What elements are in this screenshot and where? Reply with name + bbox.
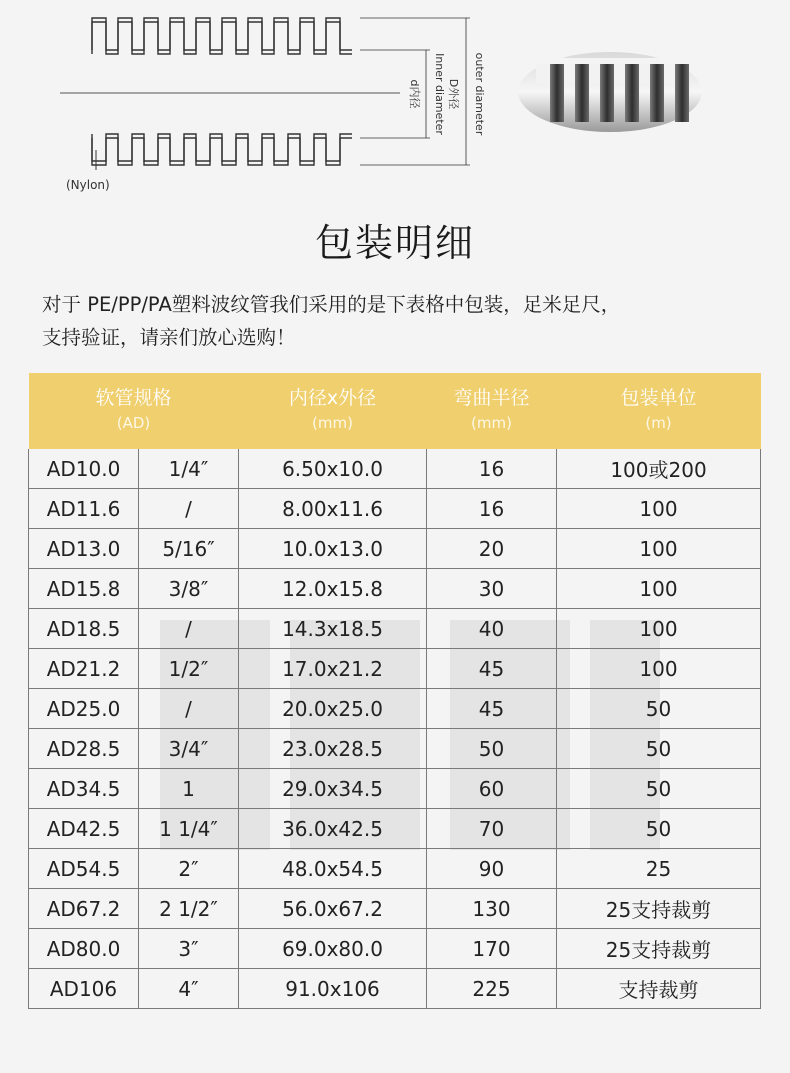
- header-package-unit: 包装单位 (m): [557, 373, 761, 449]
- cell-inch-size: 1: [139, 769, 239, 809]
- cell-ad-spec: AD11.6: [29, 489, 139, 529]
- cell-diameter: 8.00x11.6: [239, 489, 427, 529]
- cell-diameter: 23.0x28.5: [239, 729, 427, 769]
- cell-bend-radius: 16: [427, 449, 557, 489]
- cell-bend-radius: 30: [427, 569, 557, 609]
- cell-bend-radius: 225: [427, 969, 557, 1009]
- cell-ad-spec: AD42.5: [29, 809, 139, 849]
- cell-inch-size: 2″: [139, 849, 239, 889]
- cell-diameter: 20.0x25.0: [239, 689, 427, 729]
- table-row: [29, 889, 761, 929]
- cell-inch-size: 2 1/2″: [139, 889, 239, 929]
- cell-ad-spec: AD13.0: [29, 529, 139, 569]
- corrugated-pipe-diagram: [0, 0, 790, 200]
- table-row: [29, 529, 761, 569]
- intro-line-2: 支持验证，请亲们放心选购！: [42, 326, 296, 349]
- cell-bend-radius: 50: [427, 729, 557, 769]
- cell-diameter: 69.0x80.0: [239, 929, 427, 969]
- cell-package-unit: 50: [557, 689, 761, 729]
- cell-ad-spec: AD67.2: [29, 889, 139, 929]
- cell-inch-size: 1 1/4″: [139, 809, 239, 849]
- cell-ad-spec: AD18.5: [29, 609, 139, 649]
- cell-package-unit: 50: [557, 769, 761, 809]
- table-row: [29, 809, 761, 849]
- section-title: 包装明细: [314, 221, 475, 265]
- table-row: [29, 729, 761, 769]
- cell-inch-size: 1/2″: [139, 649, 239, 689]
- cell-package-unit: 支持裁剪: [557, 969, 761, 1009]
- cell-package-unit: 100: [557, 649, 761, 689]
- table-row: [29, 649, 761, 689]
- cell-inch-size: /: [139, 489, 239, 529]
- cell-package-unit: 100: [557, 609, 761, 649]
- cell-diameter: 29.0x34.5: [239, 769, 427, 809]
- cell-package-unit: 25支持裁剪: [557, 889, 761, 929]
- table-row: [29, 769, 761, 809]
- cell-bend-radius: 16: [427, 489, 557, 529]
- cell-ad-spec: AD54.5: [29, 849, 139, 889]
- cell-ad-spec: AD15.8: [29, 569, 139, 609]
- cell-package-unit: 50: [557, 809, 761, 849]
- cell-inch-size: /: [139, 689, 239, 729]
- cell-bend-radius: 90: [427, 849, 557, 889]
- cell-ad-spec: AD106: [29, 969, 139, 1009]
- cell-inch-size: 3/8″: [139, 569, 239, 609]
- table-row: [29, 929, 761, 969]
- intro-line-1: 对于 PE/PP/PA塑料波纹管我们采用的是下表格中包装，足米足尺，: [42, 293, 621, 316]
- cell-ad-spec: AD25.0: [29, 689, 139, 729]
- table-row: [29, 969, 761, 1009]
- inner-diameter-cn: d内径: [408, 79, 421, 109]
- cell-bend-radius: 60: [427, 769, 557, 809]
- pipe-outline: [92, 18, 352, 165]
- header-diameter: 内径x外径 (mm): [239, 373, 427, 449]
- cell-diameter: 6.50x10.0: [239, 449, 427, 489]
- outer-diameter-en: outer diameter: [473, 52, 486, 136]
- cell-diameter: 56.0x67.2: [239, 889, 427, 929]
- table-row: [29, 449, 761, 489]
- cell-package-unit: 100: [557, 489, 761, 529]
- cell-inch-size: 3″: [139, 929, 239, 969]
- pipe-cross-section-image: [518, 52, 702, 132]
- cell-diameter: 48.0x54.5: [239, 849, 427, 889]
- cell-diameter: 17.0x21.2: [239, 649, 427, 689]
- header-spec: 软管规格 (AD): [29, 373, 239, 449]
- table-row: [29, 609, 761, 649]
- header-bend-radius: 弯曲半径 (mm): [427, 373, 557, 449]
- cell-bend-radius: 170: [427, 929, 557, 969]
- cell-package-unit: 100: [557, 569, 761, 609]
- cell-bend-radius: 130: [427, 889, 557, 929]
- table-row: [29, 489, 761, 529]
- cell-ad-spec: AD80.0: [29, 929, 139, 969]
- cell-ad-spec: AD21.2: [29, 649, 139, 689]
- table-header-row: [29, 373, 761, 449]
- cell-package-unit: 100或200: [557, 449, 761, 489]
- table-row: [29, 689, 761, 729]
- cell-package-unit: 100: [557, 529, 761, 569]
- packaging-table: [28, 373, 760, 1009]
- nylon-label: (Nylon): [66, 178, 110, 192]
- cell-ad-spec: AD28.5: [29, 729, 139, 769]
- cell-inch-size: 1/4″: [139, 449, 239, 489]
- cell-ad-spec: AD34.5: [29, 769, 139, 809]
- cell-ad-spec: AD10.0: [29, 449, 139, 489]
- cell-diameter: 14.3x18.5: [239, 609, 427, 649]
- cell-package-unit: 25支持裁剪: [557, 929, 761, 969]
- cell-bend-radius: 70: [427, 809, 557, 849]
- table-row: [29, 569, 761, 609]
- cell-diameter: 36.0x42.5: [239, 809, 427, 849]
- cell-package-unit: 25: [557, 849, 761, 889]
- intro-text: [42, 288, 762, 354]
- inner-diameter-en: Inner diameter: [433, 53, 446, 135]
- cell-diameter: 91.0x106: [239, 969, 427, 1009]
- cell-inch-size: 4″: [139, 969, 239, 1009]
- cell-bend-radius: 45: [427, 649, 557, 689]
- cell-bend-radius: 45: [427, 689, 557, 729]
- cell-inch-size: 3/4″: [139, 729, 239, 769]
- cell-bend-radius: 20: [427, 529, 557, 569]
- cell-inch-size: /: [139, 609, 239, 649]
- cell-bend-radius: 40: [427, 609, 557, 649]
- outer-diameter-cn: D外径: [447, 78, 460, 110]
- cell-inch-size: 5/16″: [139, 529, 239, 569]
- cell-diameter: 10.0x13.0: [239, 529, 427, 569]
- cell-diameter: 12.0x15.8: [239, 569, 427, 609]
- table-row: [29, 849, 761, 889]
- cell-package-unit: 50: [557, 729, 761, 769]
